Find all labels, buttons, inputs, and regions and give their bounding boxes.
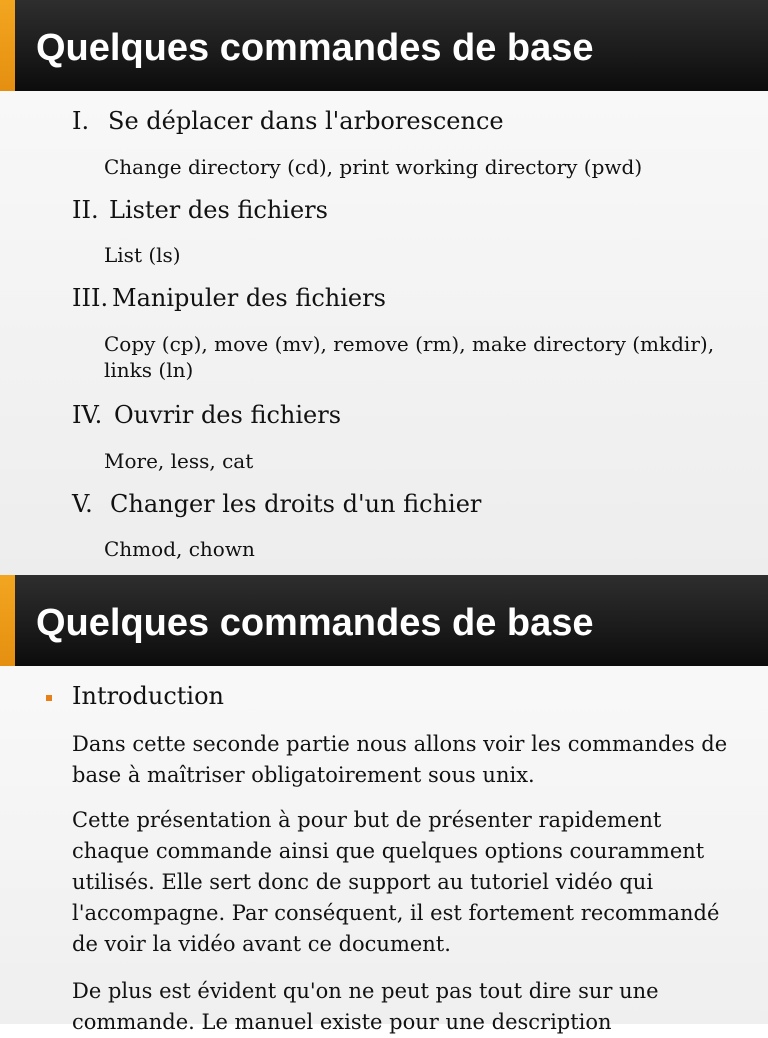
list-item-2 — [72, 195, 328, 225]
list-item-detail: Change directory (cd), print working directory (pwd) — [104, 155, 643, 179]
slide-1-title-bar — [0, 0, 768, 91]
slide-2-title-bar — [0, 575, 768, 666]
slide-2-title: Quelques commandes de base — [36, 602, 594, 644]
list-item-number: I. — [72, 107, 90, 135]
list-item-number: V. — [72, 490, 93, 518]
list-item-detail: Chmod, chown — [104, 537, 255, 561]
list-item-label: Manipuler des fichiers — [112, 284, 386, 312]
list-item-label: Ouvrir des fichiers — [114, 401, 342, 429]
list-item-label: Se déplacer dans l'arborescence — [108, 107, 504, 135]
slide-1-title: Quelques commandes de base — [36, 27, 594, 69]
list-item-number: IV. — [72, 401, 103, 429]
list-item-number: III. — [72, 284, 109, 312]
bullet-square-icon — [46, 695, 52, 701]
bullet-introduction: Introduction — [72, 682, 224, 710]
list-item-detail: More, less, cat — [104, 449, 254, 473]
paragraph-2: Cette présentation à pour but de présenter rapidement chaque commande ainsi que quelques options couramment utilisés. Elle sert donc de support au tutoriel vidéo qui l'accompagne. Par conséquent, il est fortement recommandé de voir la vidéo avant ce document. — [72, 808, 720, 956]
list-item-label: Lister des fichiers — [109, 196, 328, 224]
title-accent-bar — [0, 0, 15, 91]
paragraph-3: De plus est évident qu'on ne peut pas tout dire sur une commande. Le manuel existe pour une description — [72, 979, 659, 1034]
list-item-number: II. — [72, 196, 99, 224]
list-item-3 — [72, 283, 386, 313]
list-item-5 — [72, 489, 481, 519]
list-item-4 — [72, 400, 341, 430]
list-item-1 — [72, 106, 504, 136]
list-item-detail: Copy (cp), move (mv), remove (rm), make directory (mkdir), links (ln) — [104, 332, 715, 382]
paragraph-1: Dans cette seconde partie nous allons voir les commandes de base à maîtriser obligatoirement sous unix. — [72, 732, 728, 787]
list-item-label: Changer les droits d'un fichier — [110, 490, 482, 518]
list-item-detail: List (ls) — [104, 243, 181, 267]
title-accent-bar — [0, 575, 15, 666]
